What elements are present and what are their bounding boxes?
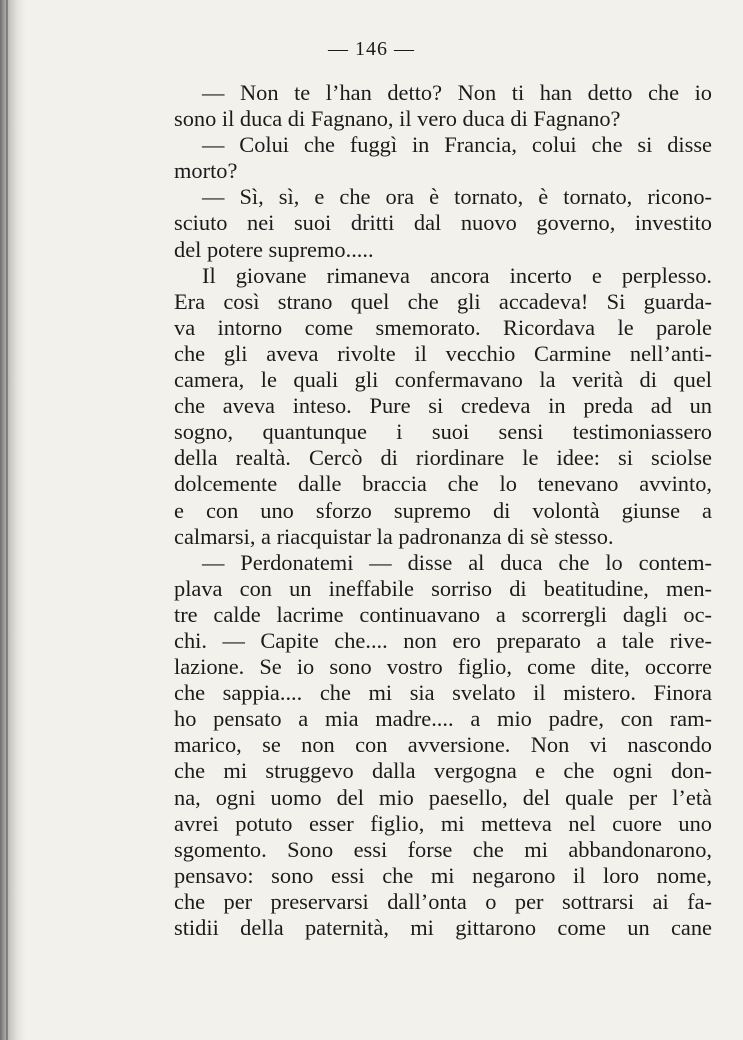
text-line: Il giovane rimaneva ancora incerto e perplesso. <box>202 262 712 288</box>
text-line: ho pensato a mia madre.... a mio padre, con ram- <box>174 706 712 732</box>
text-line: del potere supremo..... <box>174 236 374 262</box>
text-line: sciuto nei suoi dritti dal nuovo governo, investito <box>174 210 712 236</box>
text-line: chi. — Capite che.... non ero preparato a tale rive- <box>174 627 712 653</box>
text-line: va intorno come smemorato. Ricordava le parole <box>174 314 712 340</box>
text-line: che sappia.... che mi sia svelato il mistero. Finora <box>174 680 712 706</box>
text-line: na, ogni uomo del mio paesello, del quale per l’età <box>174 784 712 810</box>
page-binding-shadow <box>0 0 26 1040</box>
text-line: sono il duca di Fagnano, il vero duca di Fagnano? <box>174 106 621 132</box>
text-line: avrei potuto esser figlio, mi metteva nel cuore uno <box>174 810 712 836</box>
text-line: — Sì, sì, e che ora è tornato, è tornato, ricono- <box>202 184 712 210</box>
text-line: marico, se non con avversione. Non vi nascondo <box>174 732 712 758</box>
text-line: — Colui che fuggì in Francia, colui che si disse <box>202 132 712 158</box>
text-line: che per preservarsi dall’onta o per sottrarsi ai fa- <box>174 888 712 914</box>
text-line: plava con un ineffabile sorriso di beatitudine, men- <box>174 575 712 601</box>
text-line: — Non te l’han detto? Non ti han detto che io <box>202 80 712 105</box>
text-line: lazione. Se io sono vostro figlio, come dite, occorre <box>174 654 712 680</box>
text-line: e con uno sforzo supremo di volontà giunse a <box>174 497 712 523</box>
text-line: camera, le quali gli confermavano la verità di quel <box>174 367 712 393</box>
text-line: sogno, quantunque i suoi sensi testimoniassero <box>174 419 712 445</box>
body-text <box>174 80 712 941</box>
text-line: morto? <box>174 158 238 184</box>
text-line: stidii della paternità, mi gittarono come un cane <box>174 915 712 940</box>
page-binding-line <box>6 0 8 1040</box>
text-line: dolcemente dalle braccia che lo tenevano avvinto, <box>174 471 712 497</box>
text-line: pensavo: sono essi che mi negarono il loro nome, <box>174 862 712 888</box>
text-line: che aveva inteso. Pure si credeva in preda ad un <box>174 393 712 419</box>
text-line: tre calde lacrime continuavano a scorrergli dagli oc- <box>174 601 712 627</box>
page-number: — 146 — <box>328 38 415 60</box>
text-line: Era così strano quel che gli accadeva! Si guarda- <box>174 288 712 314</box>
text-line: sgomento. Sono essi forse che mi abbandonarono, <box>174 836 712 862</box>
text-line: — Perdonatemi — disse al duca che lo contem- <box>202 549 712 575</box>
text-line: calmarsi, a riacquistar la padronanza di sè stesso. <box>174 523 614 549</box>
text-line: che mi struggevo dalla vergogna e che ogni don- <box>174 758 712 784</box>
text-line: che gli aveva rivolte il vecchio Carmine nell’anti- <box>174 340 712 366</box>
text-line: della realtà. Cercò di riordinare le idee: si sciolse <box>174 445 712 471</box>
